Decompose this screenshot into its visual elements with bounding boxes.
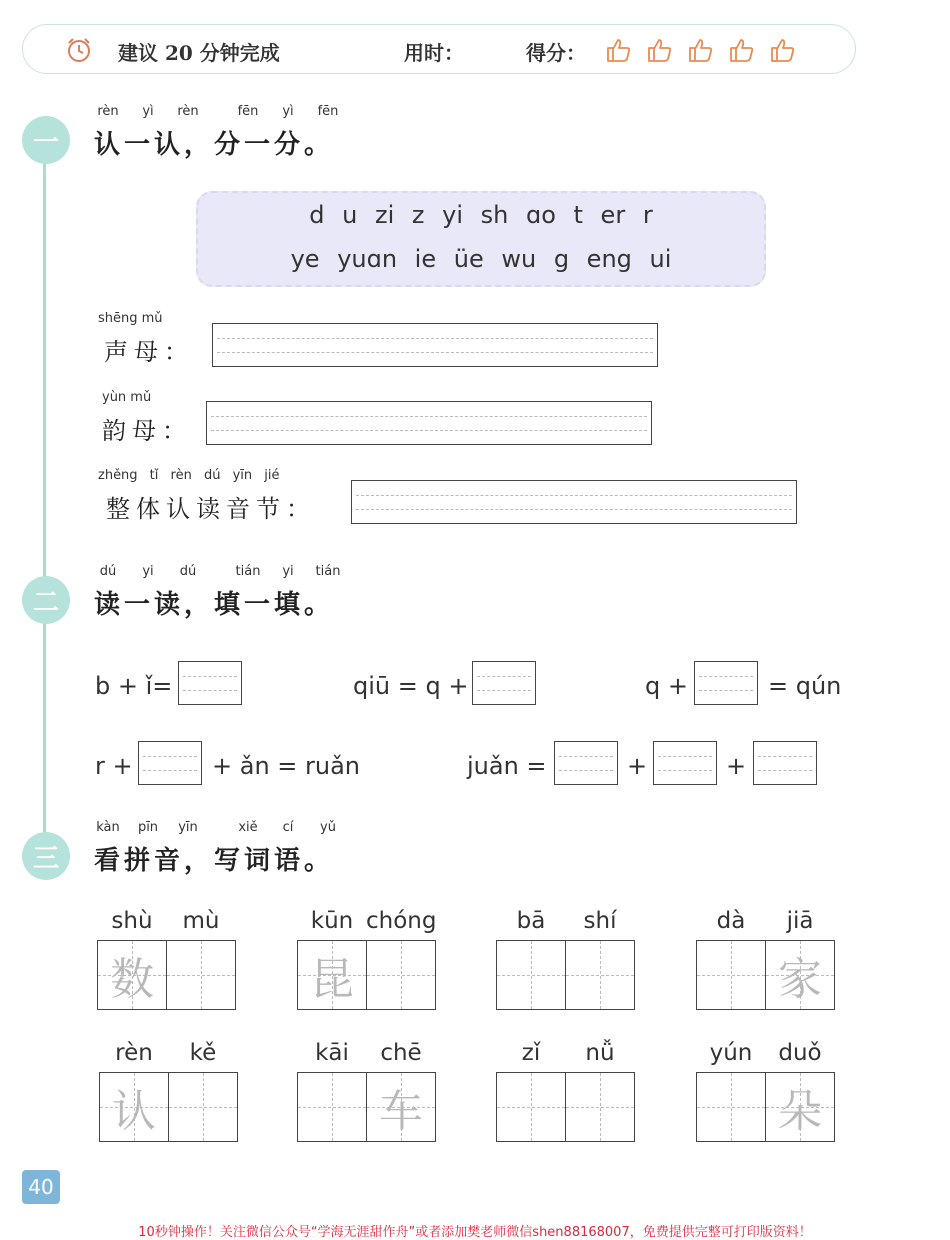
section-2-badge: 二: [22, 576, 70, 624]
title-pinyin: tián: [315, 564, 341, 579]
eq5-plus-1: +: [627, 752, 648, 780]
eq5-text: juǎn =: [467, 752, 547, 780]
title-pinyin: rèn: [177, 104, 199, 119]
writing-cell[interactable]: [496, 940, 566, 1010]
word-pinyin: dà: [716, 908, 746, 934]
trace-character: [566, 1073, 634, 1141]
word-pinyin: rèn: [115, 1040, 153, 1066]
title-pinyin: fēn: [317, 104, 339, 119]
word-pinyin: kāi: [315, 1040, 349, 1066]
eq4-box[interactable]: [138, 741, 202, 785]
eq3-text-b: = qún: [768, 672, 842, 700]
section-3-title: 看拼音，写词语。: [94, 846, 335, 876]
yunmu-answer-box[interactable]: [206, 401, 652, 445]
thumbs-up-icon[interactable]: [645, 36, 673, 64]
writing-cell[interactable]: [166, 940, 236, 1010]
trace-character: [167, 941, 235, 1009]
trace-character: [697, 1073, 765, 1141]
eq4-text-b: + ǎn = ruǎn: [212, 752, 361, 780]
section-2-title: 读一读，填一填。: [94, 590, 335, 620]
timeline-line-2: [43, 622, 46, 832]
thumbs-up-icon[interactable]: [604, 36, 632, 64]
trace-character: 朵: [778, 1086, 822, 1137]
writing-cell[interactable]: [366, 1072, 436, 1142]
title-pinyin: xiě: [238, 820, 258, 835]
row-zhengti-pinyin: zhěng tǐ rèn dú yīn jié: [98, 468, 280, 483]
word-pinyin: yún: [709, 1040, 753, 1066]
word-pinyin: jiā: [786, 908, 814, 934]
trace-character: 数: [110, 954, 154, 1005]
trace-character: [298, 1073, 366, 1141]
title-pinyin: yi: [282, 564, 294, 579]
row-shengmu-label: 声母：: [104, 338, 194, 366]
thumbs-up-icon[interactable]: [727, 36, 755, 64]
writing-cell[interactable]: [99, 1072, 169, 1142]
row-shengmu-pinyin: shēng mǔ: [98, 311, 163, 326]
footer-notice: 10秒钟操作！关注微信公众号“学海无涯甜作舟”或者添加樊老师微信shen88168007，免费提供完整可打印版资料！: [138, 1225, 812, 1240]
section-1-title: 认一认，分一分。: [94, 130, 335, 160]
word-pinyin: kūn: [310, 908, 354, 934]
title-pinyin: yīn: [178, 820, 198, 835]
time-label: 用时：: [404, 41, 464, 65]
title-pinyin: fēn: [237, 104, 259, 119]
title-pinyin: tián: [235, 564, 261, 579]
eq4-text-a: r +: [95, 752, 133, 780]
trace-character: 车: [379, 1086, 423, 1137]
eq5-box-1[interactable]: [554, 741, 618, 785]
word-pinyin: chóng: [366, 908, 437, 934]
trace-character: [497, 941, 565, 1009]
writing-cell[interactable]: [765, 940, 835, 1010]
title-pinyin: yì: [282, 104, 294, 119]
eq3-text-a: q +: [645, 672, 688, 700]
word-pinyin: shí: [583, 908, 617, 934]
eq5-box-2[interactable]: [653, 741, 717, 785]
row-yunmu-label: 韵母：: [102, 417, 192, 445]
eq2-box[interactable]: [472, 661, 536, 705]
writing-cell[interactable]: [696, 940, 766, 1010]
eq1-text: b + ǐ=: [95, 672, 173, 700]
writing-cell[interactable]: [297, 1072, 367, 1142]
suggest-time: 建议 20 分钟完成: [118, 41, 280, 65]
eq5-plus-2: +: [726, 752, 747, 780]
writing-cell[interactable]: [168, 1072, 238, 1142]
word-pinyin: zǐ: [521, 1040, 541, 1066]
section-3-badge: 三: [22, 832, 70, 880]
writing-cell[interactable]: [765, 1072, 835, 1142]
writing-cell[interactable]: [97, 940, 167, 1010]
title-pinyin: pīn: [137, 820, 159, 835]
thumbs-up-icon[interactable]: [686, 36, 714, 64]
word-pinyin: duǒ: [778, 1040, 822, 1066]
trace-character: 认: [112, 1086, 156, 1137]
section-1-badge: 一: [22, 116, 70, 164]
trace-character: [497, 1073, 565, 1141]
title-pinyin: dú: [99, 564, 117, 579]
writing-cell[interactable]: [565, 1072, 635, 1142]
thumbs-up-icon[interactable]: [768, 36, 796, 64]
page-number: 40: [22, 1170, 60, 1204]
writing-cell[interactable]: [696, 1072, 766, 1142]
title-pinyin: rèn: [97, 104, 119, 119]
trace-character: 昆: [310, 954, 354, 1005]
eq2-text: qiū = q +: [353, 672, 469, 700]
row-zhengti-label: 整体认读音节：: [106, 495, 316, 523]
word-pinyin: bā: [516, 908, 546, 934]
word-pinyin: chē: [380, 1040, 422, 1066]
eq5-box-3[interactable]: [753, 741, 817, 785]
word-pinyin: shù: [111, 908, 153, 934]
eq3-box[interactable]: [694, 661, 758, 705]
alarm-clock-icon: [64, 35, 94, 65]
writing-cell[interactable]: [366, 940, 436, 1010]
title-pinyin: cí: [282, 820, 294, 835]
title-pinyin: yi: [142, 564, 154, 579]
title-pinyin: yì: [142, 104, 154, 119]
title-pinyin: yǔ: [320, 820, 336, 835]
score-label: 得分：: [526, 41, 586, 65]
eq1-box[interactable]: [178, 661, 242, 705]
writing-cell[interactable]: [297, 940, 367, 1010]
title-pinyin: kàn: [96, 820, 120, 835]
trace-character: [367, 941, 435, 1009]
trace-character: 家: [778, 954, 822, 1005]
trace-character: [566, 941, 634, 1009]
writing-cell[interactable]: [565, 940, 635, 1010]
trace-character: [169, 1073, 237, 1141]
row-yunmu-pinyin: yùn mǔ: [102, 390, 152, 405]
writing-cell[interactable]: [496, 1072, 566, 1142]
timeline-line-1: [43, 160, 46, 580]
word-pinyin: mù: [182, 908, 220, 934]
trace-character: [697, 941, 765, 1009]
letters-line-2: ye yuɑn ie üe wu g eng ui: [290, 245, 672, 273]
letters-line-1: d u zi z yi sh ɑo t er r: [309, 201, 653, 229]
title-pinyin: dú: [179, 564, 197, 579]
word-pinyin: kě: [189, 1040, 217, 1066]
shengmu-answer-box[interactable]: [212, 323, 658, 367]
zhengti-answer-box[interactable]: [351, 480, 797, 524]
word-pinyin: nǚ: [585, 1040, 615, 1066]
